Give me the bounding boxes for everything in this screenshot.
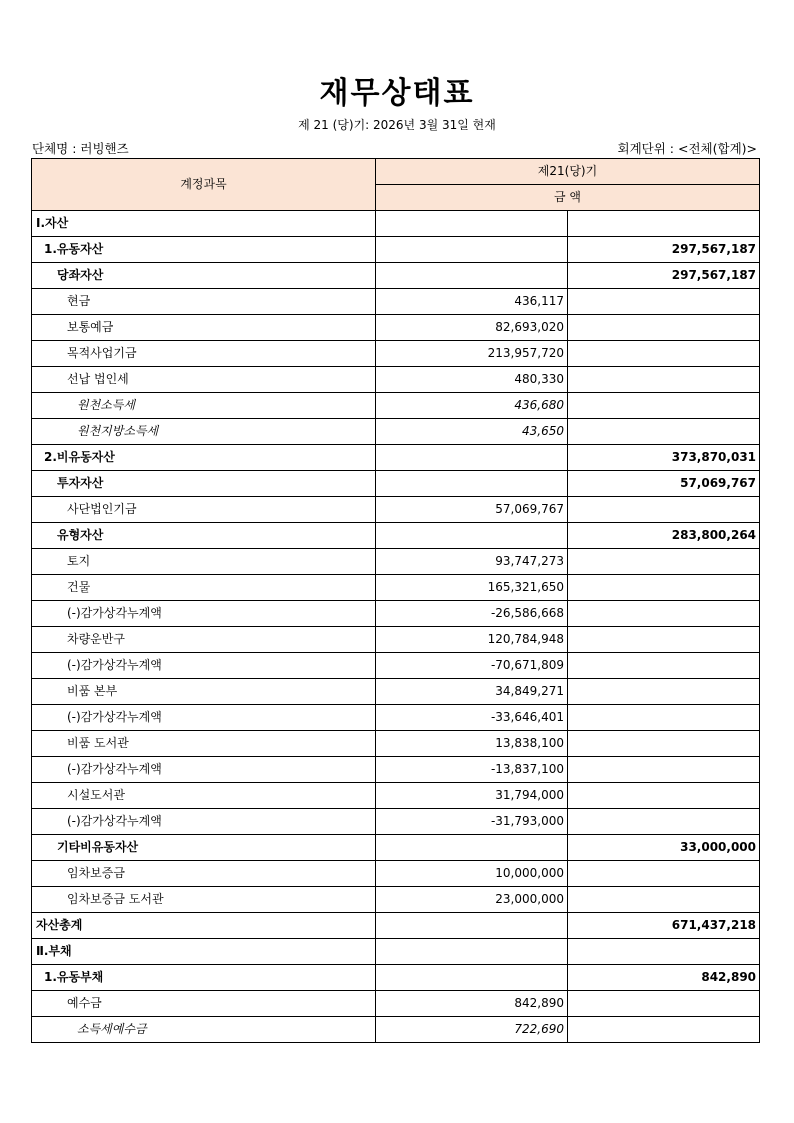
account-name: 목적사업기금: [32, 341, 376, 367]
account-name: 기타비유동자산: [32, 835, 376, 861]
account-name: (-)감가상각누계액: [32, 601, 376, 627]
total-amount: 283,800,264: [568, 523, 760, 549]
account-name: 원천지방소득세: [32, 419, 376, 445]
table-row: [32, 575, 760, 601]
total-amount: [568, 783, 760, 809]
table-row: [32, 471, 760, 497]
account-name: 건물: [32, 575, 376, 601]
table-row: [32, 887, 760, 913]
table-row: [32, 497, 760, 523]
sub-amount: -13,837,100: [376, 757, 568, 783]
sub-amount: 57,069,767: [376, 497, 568, 523]
sub-amount: 13,838,100: [376, 731, 568, 757]
total-amount: [568, 679, 760, 705]
account-name: 소득세예수금: [32, 1017, 376, 1043]
table-row: [32, 991, 760, 1017]
total-amount: [568, 705, 760, 731]
table-row: [32, 315, 760, 341]
sub-amount: 436,680: [376, 393, 568, 419]
account-name: Ⅱ.부채: [32, 939, 376, 965]
sub-amount: 722,690: [376, 1017, 568, 1043]
sub-amount: -31,793,000: [376, 809, 568, 835]
sub-amount: 165,321,650: [376, 575, 568, 601]
account-name: 투자자산: [32, 471, 376, 497]
total-amount: [568, 315, 760, 341]
sub-amount: 93,747,273: [376, 549, 568, 575]
total-amount: [568, 653, 760, 679]
total-amount: [568, 731, 760, 757]
account-name: 1.유동부채: [32, 965, 376, 991]
total-amount: [568, 549, 760, 575]
table-row: [32, 263, 760, 289]
sub-amount: [376, 445, 568, 471]
table-row: [32, 549, 760, 575]
total-amount: [568, 341, 760, 367]
total-amount: [568, 887, 760, 913]
total-amount: 33,000,000: [568, 835, 760, 861]
account-name: 예수금: [32, 991, 376, 1017]
account-name: 임차보증금: [32, 861, 376, 887]
total-amount: [568, 1017, 760, 1043]
account-name: 유형자산: [32, 523, 376, 549]
account-name: Ⅰ.자산: [32, 211, 376, 237]
account-name: 토지: [32, 549, 376, 575]
balance-sheet-table: [31, 158, 760, 1043]
total-amount: [568, 367, 760, 393]
sub-amount: [376, 913, 568, 939]
account-name: 1.유동자산: [32, 237, 376, 263]
sub-amount: 43,650: [376, 419, 568, 445]
table-row: [32, 341, 760, 367]
total-amount: 297,567,187: [568, 237, 760, 263]
account-name: 임차보증금 도서관: [32, 887, 376, 913]
table-row: [32, 1017, 760, 1043]
account-name: 차량운반구: [32, 627, 376, 653]
balance-sheet-body: [32, 211, 760, 1043]
account-name: (-)감가상각누계액: [32, 705, 376, 731]
total-amount: [568, 809, 760, 835]
table-row: [32, 445, 760, 471]
table-row: [32, 705, 760, 731]
header-account: 계정과목: [32, 159, 376, 211]
table-row: [32, 211, 760, 237]
account-name: 현금: [32, 289, 376, 315]
account-name: 비품 도서관: [32, 731, 376, 757]
sub-amount: 436,117: [376, 289, 568, 315]
table-row: [32, 627, 760, 653]
total-amount: 297,567,187: [568, 263, 760, 289]
account-name: 원천소득세: [32, 393, 376, 419]
accounting-unit: 회계단위 : <전체(합계)>: [617, 141, 757, 156]
header-period: 제21(당)기: [376, 159, 760, 185]
table-row: [32, 679, 760, 705]
table-row: [32, 653, 760, 679]
sub-amount: 10,000,000: [376, 861, 568, 887]
account-name: 사단법인기금: [32, 497, 376, 523]
sub-amount: [376, 939, 568, 965]
account-name: 선납 법인세: [32, 367, 376, 393]
sub-amount: 120,784,948: [376, 627, 568, 653]
account-name: (-)감가상각누계액: [32, 757, 376, 783]
account-name: 당좌자산: [32, 263, 376, 289]
table-row: [32, 809, 760, 835]
sub-amount: -33,646,401: [376, 705, 568, 731]
total-amount: 57,069,767: [568, 471, 760, 497]
organization-name: 단체명 : 러빙핸즈: [32, 141, 129, 156]
sub-amount: [376, 263, 568, 289]
period-label: 제 21 (당)기: 2026년 3월 31일 현재: [298, 118, 496, 132]
account-name: 2.비유동자산: [32, 445, 376, 471]
sub-amount: 842,890: [376, 991, 568, 1017]
header-amount: 금 액: [376, 185, 760, 211]
table-row: [32, 393, 760, 419]
total-amount: [568, 861, 760, 887]
sub-amount: [376, 211, 568, 237]
account-name: (-)감가상각누계액: [32, 653, 376, 679]
total-amount: [568, 939, 760, 965]
table-row: [32, 523, 760, 549]
table-row: [32, 237, 760, 263]
account-name: 보통예금: [32, 315, 376, 341]
total-amount: [568, 393, 760, 419]
document-title: 재무상태표: [319, 76, 475, 111]
total-amount: [568, 757, 760, 783]
total-amount: [568, 601, 760, 627]
sub-amount: [376, 237, 568, 263]
table-row: [32, 419, 760, 445]
total-amount: [568, 289, 760, 315]
total-amount: [568, 211, 760, 237]
table-row: [32, 757, 760, 783]
total-amount: [568, 991, 760, 1017]
sub-amount: [376, 965, 568, 991]
sub-amount: 82,693,020: [376, 315, 568, 341]
total-amount: 671,437,218: [568, 913, 760, 939]
sub-amount: [376, 471, 568, 497]
table-row: [32, 783, 760, 809]
table-row: [32, 367, 760, 393]
total-amount: [568, 419, 760, 445]
table-row: [32, 913, 760, 939]
account-name: 비품 본부: [32, 679, 376, 705]
sub-amount: [376, 523, 568, 549]
table-row: [32, 835, 760, 861]
table-row: [32, 289, 760, 315]
sub-amount: 34,849,271: [376, 679, 568, 705]
sub-amount: 23,000,000: [376, 887, 568, 913]
sub-amount: [376, 835, 568, 861]
account-name: (-)감가상각누계액: [32, 809, 376, 835]
total-amount: 373,870,031: [568, 445, 760, 471]
sub-amount: -26,586,668: [376, 601, 568, 627]
sub-amount: 480,330: [376, 367, 568, 393]
table-row: [32, 939, 760, 965]
table-row: [32, 731, 760, 757]
table-row: [32, 601, 760, 627]
sub-amount: 31,794,000: [376, 783, 568, 809]
total-amount: [568, 627, 760, 653]
total-amount: [568, 497, 760, 523]
account-name: 자산총계: [32, 913, 376, 939]
table-row: [32, 965, 760, 991]
sub-amount: 213,957,720: [376, 341, 568, 367]
table-row: [32, 861, 760, 887]
account-name: 시설도서관: [32, 783, 376, 809]
total-amount: [568, 575, 760, 601]
sub-amount: -70,671,809: [376, 653, 568, 679]
total-amount: 842,890: [568, 965, 760, 991]
